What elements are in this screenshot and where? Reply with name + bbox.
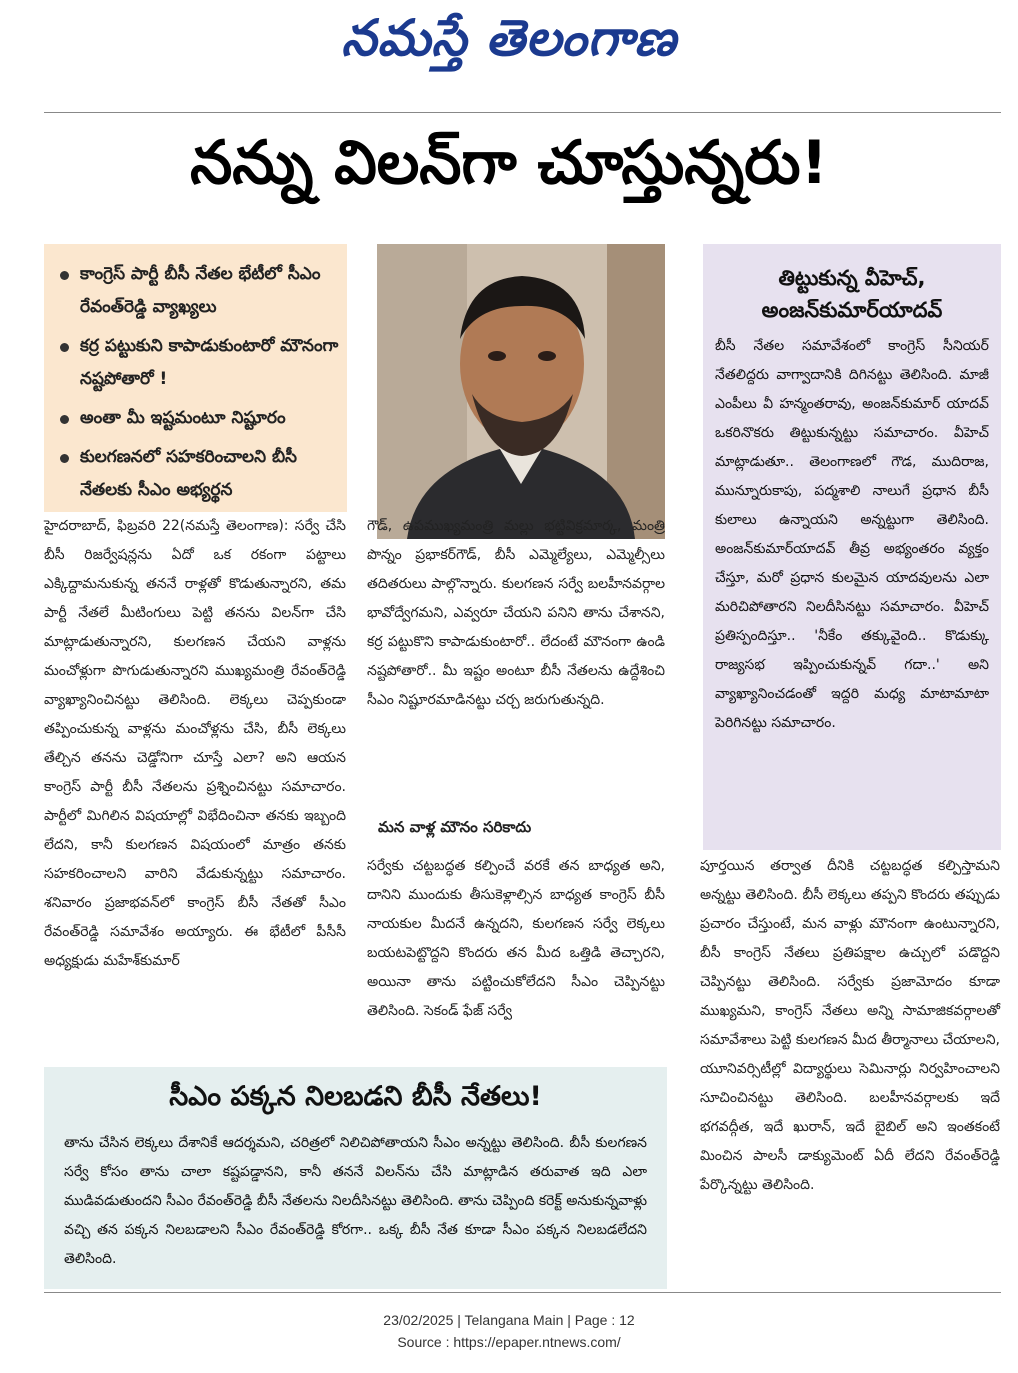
portrait-image	[377, 244, 665, 539]
highlight-item: కర్ర పట్టుకుని కాపాడుకుంటారో మౌనంగా నష్టపోతారో !	[58, 330, 339, 396]
footer-edition-info: 23/02/2025 | Telangana Main | Page : 12	[383, 1312, 635, 1328]
highlight-item: కాంగ్రెస్ పార్టీ బీసీ నేతల భేటీలో సీఎం రేవంత్‌రెడ్డి వ్యాఖ్యలు	[58, 258, 339, 324]
story-column-right: పూర్తయిన తర్వాత దీనికి చట్టబద్ధత కల్పిస్తామని అన్నట్టు తెలిసింది. బీసీ లెక్కలు తప్పని కొందరు తప్పుడు ప్రచారం చేస్తుంటే, మన వాళ్లు మౌనంగా ఉంటున్నారని, బీసీ కాంగ్రెస్ నేతలు ప్రతిపక్షాల ఉచ్చులో పడొద్దని చెప్పినట్టు తెలిసింది. సర్వేకు ప్రజామోదం కూడా ముఖ్యమని, కాంగ్రెస్ నేతలు అన్ని సామాజికవర్గాలతో సమావేశాలు పెట్టి కులగణన మీద తీర్మానాలు చేయాలని, యూనివర్సిటీల్లో విద్యార్థులు సెమినార్లు నిర్వహించాలని సూచించినట్టు తెలిసింది. బలహీనవర్గాలకు ఇదే భగవద్గీత, ఇదే ఖురాన్, ఇదే బైబిల్ అని ఇంతకంటే మించిన పాలసీ డాక్యుమెంట్ ఏదీ లేదని రేవంత్‌రెడ్డి పేర్కొన్నట్టు తెలిసింది.	[700, 858, 1000, 1193]
bottom-feature-title: సీఎం పక్కన నిలబడని బీసీ నేతలు!	[169, 1081, 542, 1112]
story-column-middle-continued: సర్వేకు చట్టబద్ధత కల్పించే వరకే తన బాధ్యత అని, దానిని ముందుకు తీసుకెళ్లాల్సిన బాధ్యత కాంగ్రెస్ బీసీ నాయకుల మీదనే ఉన్నదని, కులగణన సర్వే లెక్కలు బయటపెట్టొద్దని కొందరు తన మీద ఒత్తిడి తెచ్చారని, అయినా తాను పట్టించుకోలేదని సీఎం చెప్పినట్టు తెలిసింది. సెకండ్ ఫేజ్ సర్వే	[367, 858, 665, 1019]
cm-portrait-photo	[377, 244, 665, 539]
bottom-feature-text: తాను చేసిన లెక్కలు దేశానికే ఆదర్శమని, చరిత్రలో నిలిచిపోతాయని సీఎం అన్నట్టు తెలిసింది. బీసీ కులగణన సర్వే కోసం తాను చాలా కష్టపడ్డానని, కానీ తననే విలన్‌ను చేసి మాట్లాడిన తరువాత ఇది ఎలా ముడివడుతుందని సీఎం రేవంత్‌రెడ్డి బీసీ నేతలను నిలదీసినట్టు తెలిసింది. తాను చెప్పింది కరెక్ట్ అనుకున్నవాళ్లు వచ్చి తన పక్కన నిలబడాలని సీఎం రేవంత్‌రెడ్డి కోరగా.. ఒక్క బీసీ నేత కూడా సీఎం పక్కన నిలబడలేదని తెలిసింది.	[64, 1135, 647, 1267]
bottom-feature-box	[44, 1067, 667, 1289]
sidebar-box	[703, 244, 1001, 850]
story-column-middle: గౌడ్, ఉపముఖ్యమంత్రి మల్లు భట్టివిక్రమార్క, మంత్రి పొన్నం ప్రభాకర్‌గౌడ్, బీసీ ఎమ్మెల్యేలు, ఎమ్మెల్సీలు తదితరులు పాల్గొన్నారు. కులగణన సర్వే బలహీనవర్గాల భావోద్వేగమని, ఎవ్వరూ చేయని పనిని తాను చేశానని, కర్ర పట్టుకొని కాపాడుకుంటారో.. లేదంటే మౌనంగా ఉండి నష్టపోతారో.. మీ ఇష్టం అంటూ బీసీ నేతలను ఉద్దేశించి సీఎం నిష్టూరమాడినట్టు చర్చ జరుగుతున్నది.	[367, 518, 665, 708]
article-headline: నన్ను విలన్‌గా చూస్తున్నరు!	[190, 128, 828, 198]
story-subheading: మన వాళ్ల మౌనం సరికాదు	[378, 818, 532, 836]
story-column-left: హైదరాబాద్, ఫిబ్రవరి 22(నమస్తే తెలంగాణ): సర్వే చేసి బీసీ రిజర్వేషన్లను ఏదో ఒక రకంగా పట్టాలు ఎక్కిద్దామనుకున్న తననే రాళ్లతో కొడుతున్నారని, తమ పార్టీ నేతలే మీటింగులు పెట్టి తనను విలన్‌గా చేసి మాట్లాడుతున్నారని, కులగణన చేయని వాళ్లను మంచోళ్లుగా పొగుడుతున్నారని ముఖ్యమంత్రి రేవంత్‌రెడ్డి వ్యాఖ్యానించినట్టు తెలిసింది. లెక్కలు చెప్పకుండా తప్పించుకున్న వాళ్లను మంచోళ్లను చేసి, బీసీ లెక్కలు తేల్చిన తనను చెడ్డోనిగా చూస్తే ఎలా? అని ఆయన కాంగ్రెస్ పార్టీ బీసీ నేతలను ప్రశ్నించినట్టు సమాచారం. పార్టీలో మిగిలిన విషయాల్లో విభేదించినా తనకు ఇబ్బంది లేదని, కానీ కులగణన విషయంలో మాత్రం తనకు సహకరించాలని వారిని వేడుకున్నట్టు సమాచారం. శనివారం ప్రజాభవన్‌లో కాంగ్రెస్ బీసీ నేతతో సీఎం రేవంత్‌రెడ్డి సమావేశం అయ్యారు. ఈ భేటీలో పీసీసీ అధ్యక్షుడు మహేశ్‌కుమార్	[44, 518, 346, 969]
highlights-box	[44, 244, 347, 512]
highlight-item: అంతా మీ ఇష్టమంటూ నిష్టూరం	[58, 402, 339, 435]
sidebar-text: బీసీ నేతల సమావేశంలో కాంగ్రెస్ సీనియర్ నేతలిద్దరు వాగ్వాదానికి దిగినట్టు తెలిసింది. మాజీ ఎంపీలు వీ హన్మంతరావు, అంజన్‌కుమార్ యాదవ్ ఒకరినొకరు తిట్టుకున్నట్టు సమాచారం. వీహెచ్ మాట్లాడుతూ.. తెలంగాణలో గౌడ, ముదిరాజ, మున్నూరుకాపు, పద్మశాలి నాలుగే ప్రధాన బీసీ కులాలు ఉన్నాయని అన్నట్టుగా తెలిసింది. అంజన్‌కుమార్‌యాదవ్ తీవ్ర అభ్యంతరం వ్యక్తం చేస్తూ, మరో ప్రధాన కులమైన యాదవులను ఎలా మరిచిపోతారని నిలదీసినట్టు సమాచారం. వీహెచ్ ప్రతిస్పందిస్తూ.. 'నీకేం తక్కువైంది.. కొడుక్కు రాజ్యసభ ఇప్పించుకున్నవ్ గదా..' అని వ్యాఖ్యానించడంతో ఇద్దరి మధ్య మాటామాటా పెరిగినట్టు సమాచారం.	[715, 338, 989, 731]
highlight-item: కులగణనలో సహకరించాలని బీసీ నేతలకు సీఎం అభ్యర్థన	[58, 441, 339, 507]
footer-source-link[interactable]: Source : https://epaper.ntnews.com/	[397, 1334, 621, 1350]
footer-divider	[44, 1292, 1001, 1293]
masthead-divider	[44, 112, 1001, 113]
newspaper-masthead: నమస్తే తెలంగాణ	[341, 8, 677, 67]
highlights-list	[44, 244, 347, 507]
sidebar-title: తిట్టుకున్న వీహెచ్, అంజన్‌కుమార్‌యాదవ్	[761, 266, 943, 322]
